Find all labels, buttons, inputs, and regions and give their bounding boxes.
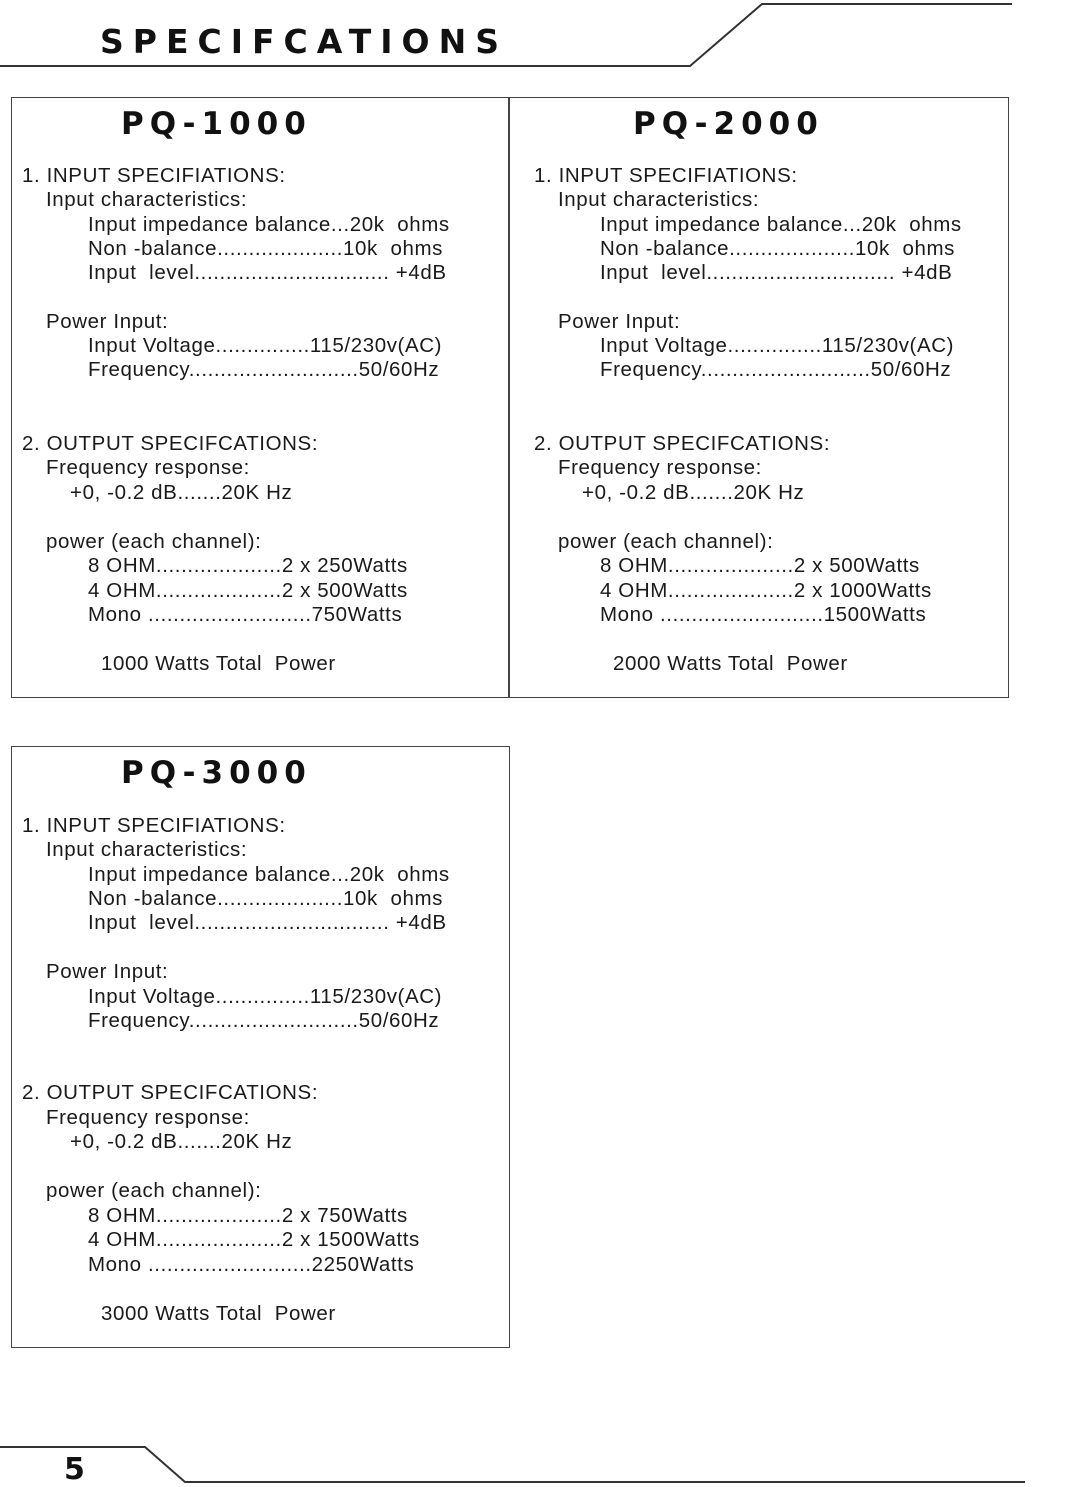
power-8ohm-row: 8 OHM....................2 x 750Watts bbox=[88, 1204, 408, 1227]
input-voltage-row: Input Voltage...............115/230v(AC) bbox=[600, 334, 955, 357]
output-spec-heading: 2. OUTPUT SPECIFCATIONS: bbox=[534, 432, 831, 455]
power-4ohm-row: 4 OHM....................2 x 1000Watts bbox=[600, 579, 932, 602]
model-title: PQ-2000 bbox=[633, 106, 824, 142]
power-input-label: Power Input: bbox=[558, 310, 681, 333]
power-mono-row: Mono ..........................750Watts bbox=[88, 603, 403, 626]
frequency-response-label: Frequency response: bbox=[558, 456, 762, 479]
total-power: 1000 Watts Total Power bbox=[101, 652, 336, 675]
input-characteristics-label: Input characteristics: bbox=[46, 838, 248, 861]
impedance-balance-row: Input impedance balance...20k ohms bbox=[600, 213, 962, 236]
frequency-response-value: +0, -0.2 dB.......20K Hz bbox=[70, 1130, 293, 1153]
output-spec-heading: 2. OUTPUT SPECIFCATIONS: bbox=[22, 1081, 319, 1104]
footer-rule bbox=[0, 1447, 1025, 1482]
power-each-channel-label: power (each channel): bbox=[46, 1179, 262, 1202]
page-number: 5 bbox=[64, 1452, 85, 1487]
input-level-row: Input level............................... +4dB bbox=[88, 261, 447, 284]
power-each-channel-label: power (each channel): bbox=[558, 530, 774, 553]
page-title: SPECIFCATIONS bbox=[100, 22, 508, 61]
frequency-response-value: +0, -0.2 dB.......20K Hz bbox=[70, 481, 293, 504]
non-balance-row: Non -balance....................10k ohms bbox=[88, 887, 444, 910]
total-power: 2000 Watts Total Power bbox=[613, 652, 848, 675]
frequency-row: Frequency...........................50/60Hz bbox=[600, 358, 952, 381]
frequency-response-label: Frequency response: bbox=[46, 1106, 250, 1129]
input-spec-heading: 1. INPUT SPECIFIATIONS: bbox=[22, 164, 286, 187]
frequency-row: Frequency...........................50/60Hz bbox=[88, 358, 440, 381]
impedance-balance-row: Input impedance balance...20k ohms bbox=[88, 863, 450, 886]
power-8ohm-row: 8 OHM....................2 x 500Watts bbox=[600, 554, 920, 577]
input-voltage-row: Input Voltage...............115/230v(AC) bbox=[88, 334, 443, 357]
input-level-row: Input level............................... +4dB bbox=[88, 911, 447, 934]
power-4ohm-row: 4 OHM....................2 x 1500Watts bbox=[88, 1228, 420, 1251]
power-mono-row: Mono ..........................1500Watts bbox=[600, 603, 927, 626]
input-characteristics-label: Input characteristics: bbox=[46, 188, 248, 211]
model-title: PQ-3000 bbox=[121, 755, 312, 791]
power-input-label: Power Input: bbox=[46, 960, 169, 983]
input-voltage-row: Input Voltage...............115/230v(AC) bbox=[88, 985, 443, 1008]
frequency-row: Frequency...........................50/60Hz bbox=[88, 1009, 440, 1032]
power-each-channel-label: power (each channel): bbox=[46, 530, 262, 553]
non-balance-row: Non -balance....................10k ohms bbox=[88, 237, 444, 260]
input-spec-heading: 1. INPUT SPECIFIATIONS: bbox=[534, 164, 798, 187]
power-8ohm-row: 8 OHM....................2 x 250Watts bbox=[88, 554, 408, 577]
non-balance-row: Non -balance....................10k ohms bbox=[600, 237, 956, 260]
impedance-balance-row: Input impedance balance...20k ohms bbox=[88, 213, 450, 236]
input-level-row: Input level.............................. +4dB bbox=[600, 261, 953, 284]
input-spec-heading: 1. INPUT SPECIFIATIONS: bbox=[22, 814, 286, 837]
power-4ohm-row: 4 OHM....................2 x 500Watts bbox=[88, 579, 408, 602]
frequency-response-value: +0, -0.2 dB.......20K Hz bbox=[582, 481, 805, 504]
output-spec-heading: 2. OUTPUT SPECIFCATIONS: bbox=[22, 432, 319, 455]
power-input-label: Power Input: bbox=[46, 310, 169, 333]
input-characteristics-label: Input characteristics: bbox=[558, 188, 760, 211]
power-mono-row: Mono ..........................2250Watts bbox=[88, 1253, 415, 1276]
total-power: 3000 Watts Total Power bbox=[101, 1302, 336, 1325]
frequency-response-label: Frequency response: bbox=[46, 456, 250, 479]
model-title: PQ-1000 bbox=[121, 106, 312, 142]
